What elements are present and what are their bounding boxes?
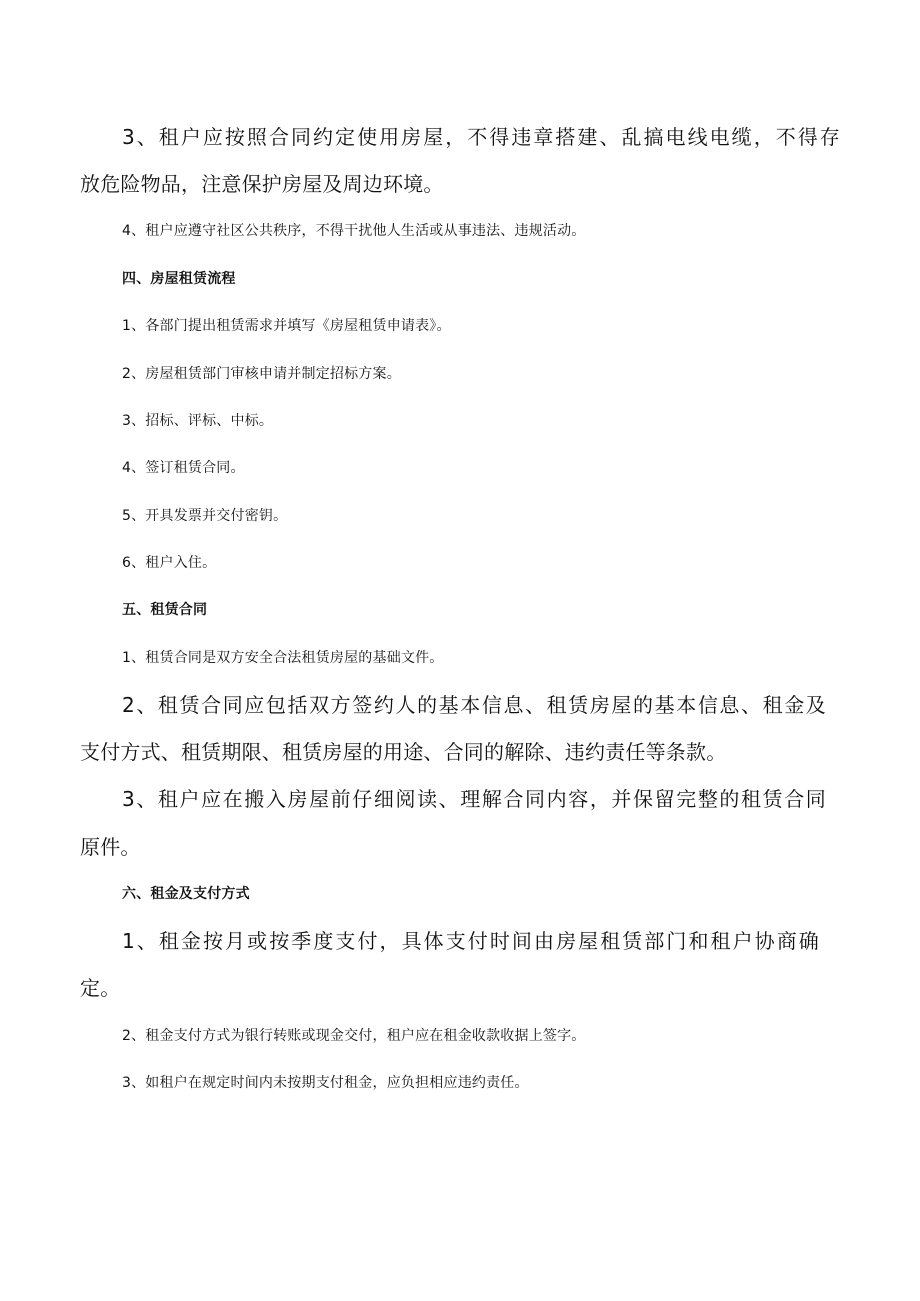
paragraph-line: 3、如租户在规定时间内未按期支付租金，应负担相应违约责任。 — [122, 1075, 529, 1091]
paragraph-line: 3、租户应在搬入房屋前仔细阅读、理解合同内容，并保留完整的租赁合同 — [122, 787, 826, 811]
paragraph-line: 6、租户入住。 — [122, 555, 217, 571]
paragraph-line: 2、租金支付方式为银行转账或现金交付，租户应在租金收款收据上签字。 — [122, 1028, 586, 1044]
paragraph-line: 2、房屋租赁部门审核申请并制定招标方案。 — [122, 366, 401, 382]
section-heading: 五、租赁合同 — [122, 602, 208, 618]
paragraph-line: 3、租户应按照合同约定使用房屋，不得违章搭建、乱搞电线电缆，不得存 — [122, 125, 840, 149]
paragraph-line: 3、招标、评标、中标。 — [122, 413, 274, 429]
paragraph-line: 定。 — [80, 976, 121, 1000]
paragraph-line: 1、各部门提出租赁需求并填写《房屋租赁申请表》。 — [122, 318, 451, 334]
paragraph-line: 支付方式、租赁期限、租赁房屋的用途、合同的解除、违约责任等条款。 — [80, 740, 727, 764]
paragraph-line: 2、租赁合同应包括双方签约人的基本信息、租赁房屋的基本信息、租金及 — [122, 693, 826, 717]
section-heading: 四、房屋租赁流程 — [122, 271, 236, 287]
paragraph-line: 原件。 — [80, 835, 141, 859]
paragraph-line: 4、租户应遵守社区公共秩序，不得干扰他人生活或从事违法、违规活动。 — [122, 223, 586, 239]
paragraph-line: 4、签订租赁合同。 — [122, 460, 245, 476]
paragraph-line: 5、开具发票并交付密钥。 — [122, 508, 288, 524]
paragraph-line: 1、租赁合同是双方安全合法租赁房屋的基础文件。 — [122, 650, 444, 666]
paragraph-line: 1、租金按月或按季度支付，具体支付时间由房屋租赁部门和租户协商确 — [122, 929, 819, 953]
section-heading: 六、租金及支付方式 — [122, 886, 250, 902]
paragraph-line: 放危险物品，注意保护房屋及周边环境。 — [80, 172, 444, 196]
